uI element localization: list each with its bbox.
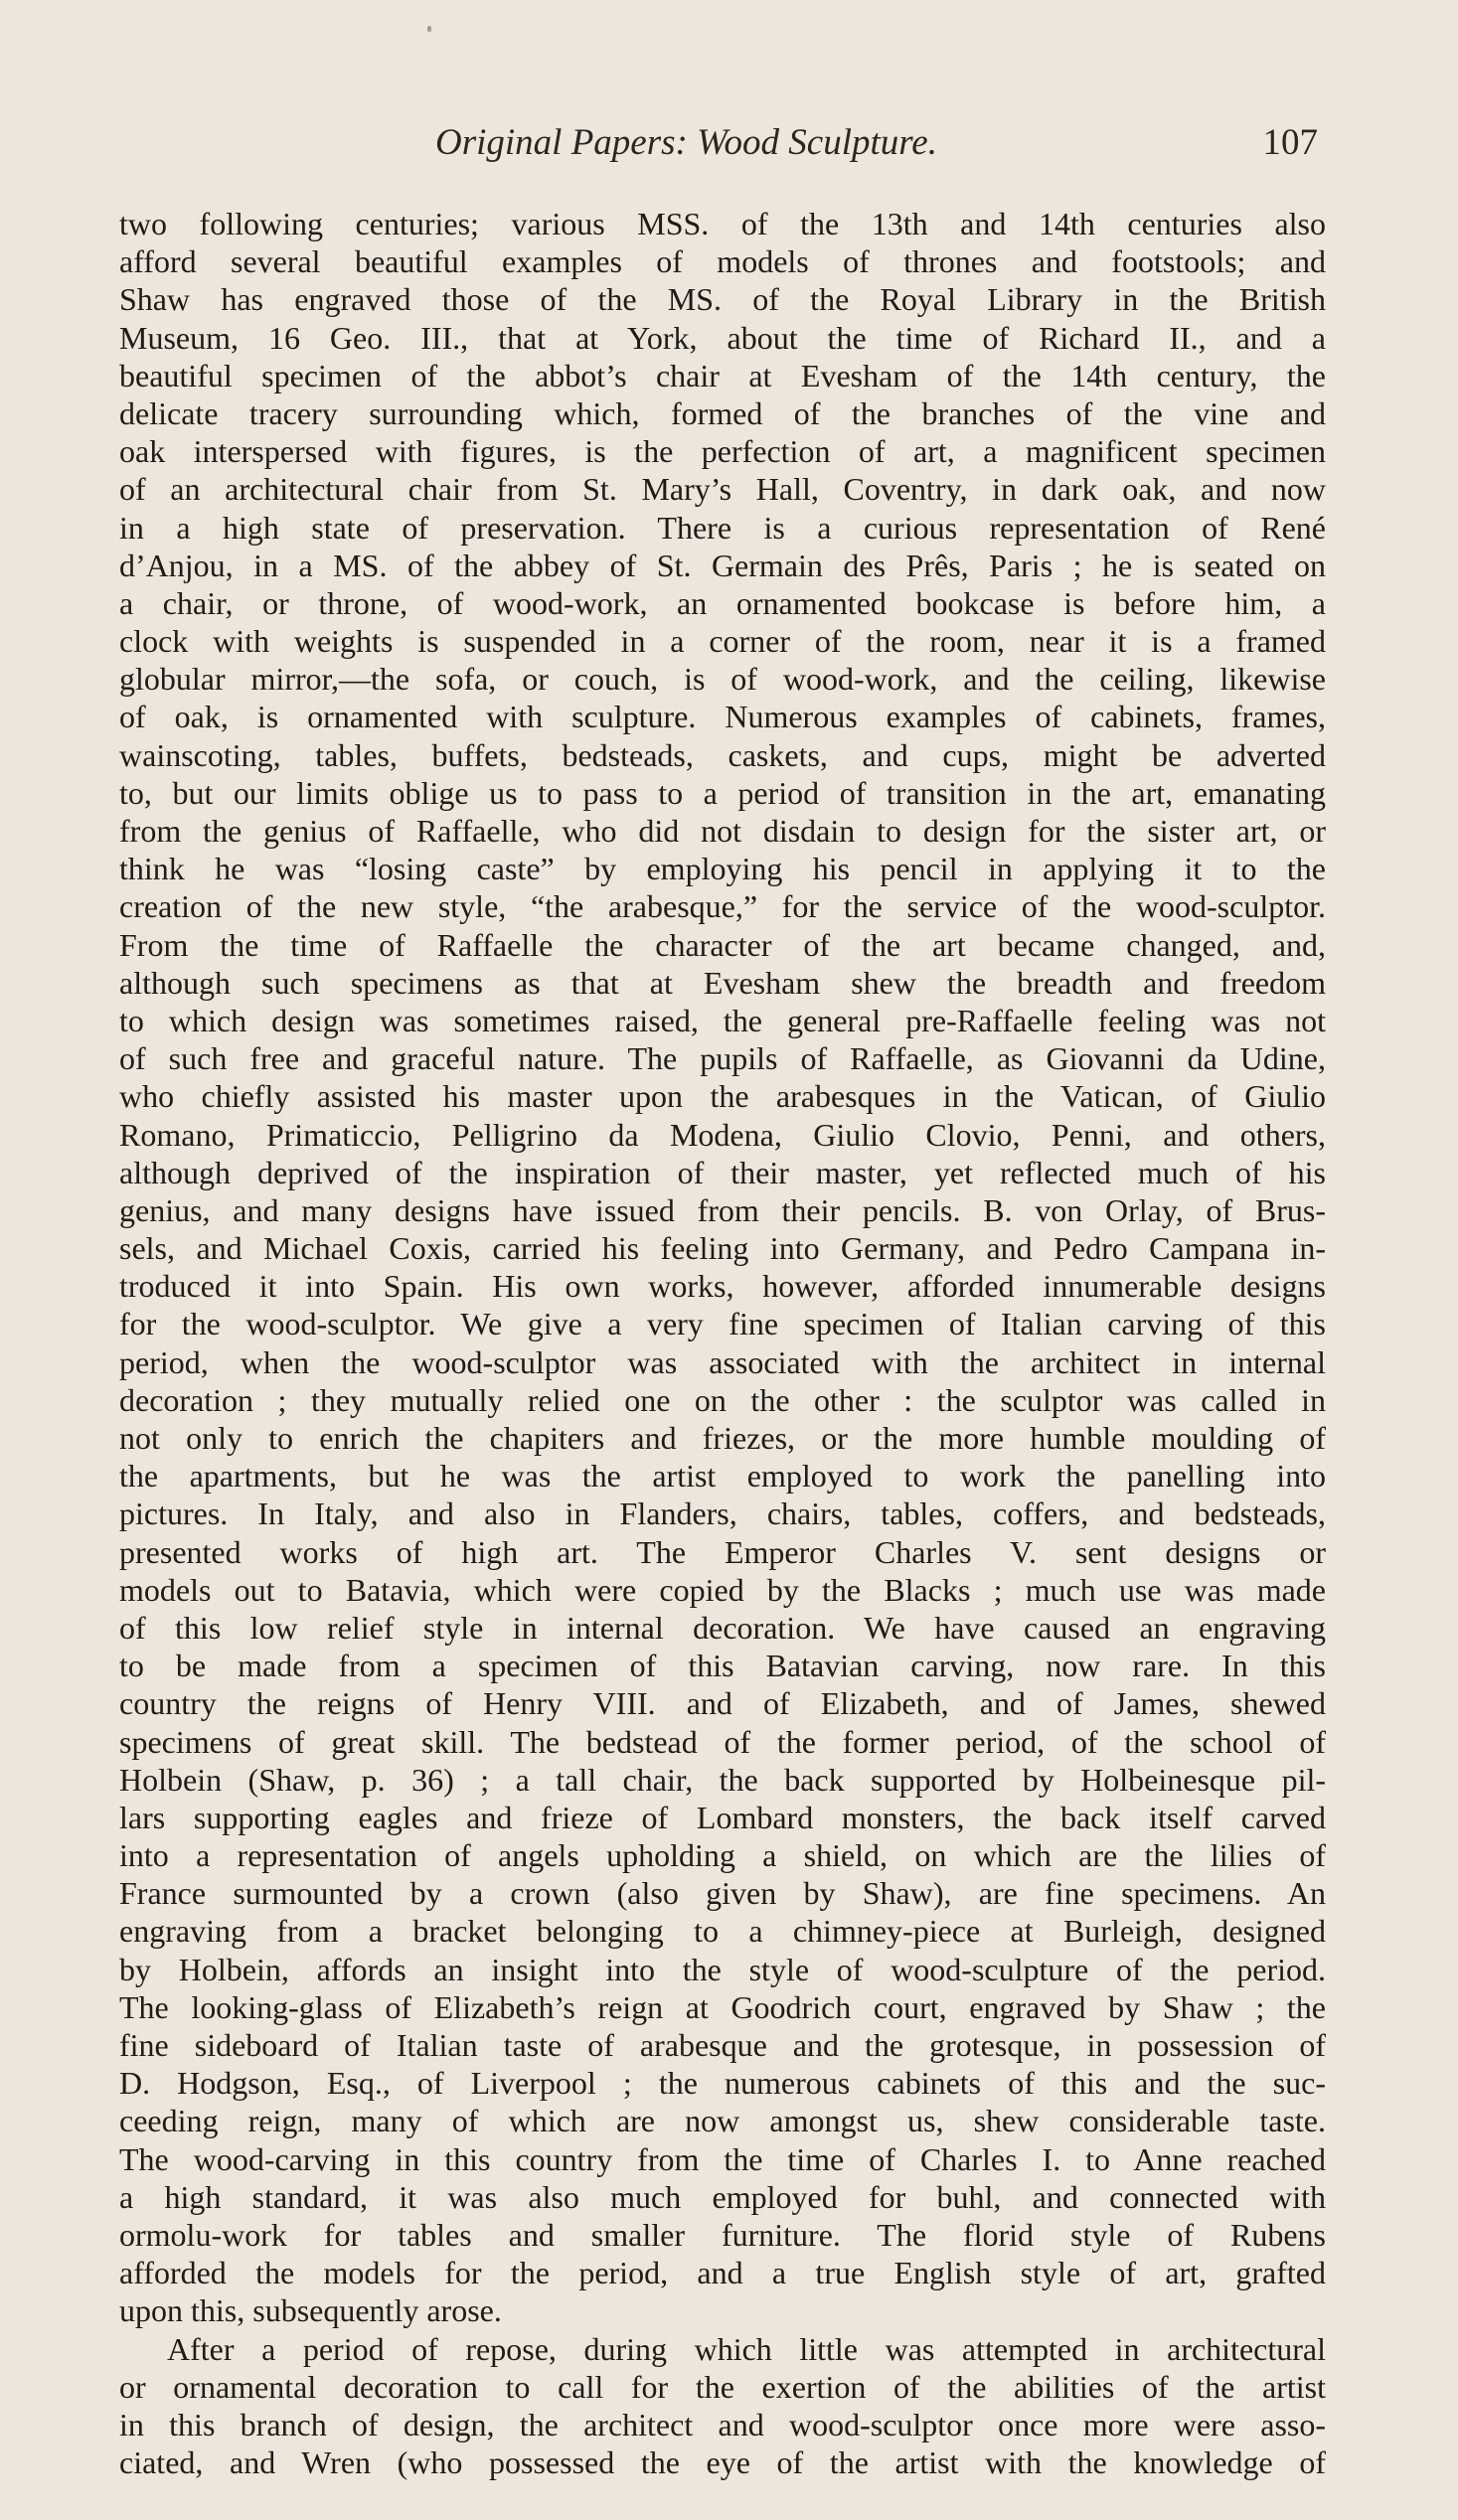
- text-line: into a representation of angels upholding a shield, on which are the lilies of: [119, 1837, 1326, 1874]
- text-line: to which design was sometimes raised, the general pre-Raffaelle feeling was not: [119, 1002, 1326, 1038]
- text-line: of an architectural chair from St. Mary’s Hall, Coventry, in dark oak, and now: [119, 471, 1326, 508]
- text-line: a chair, or throne, of wood-work, an ornamented bookcase is before him, a: [119, 584, 1326, 621]
- text-line: afford several beautiful examples of models of thrones and footstools; and: [119, 243, 1326, 280]
- text-line: oak interspersed with figures, is the perfection of art, a magnificent specimen: [119, 433, 1326, 470]
- text-line: After a period of repose, during which little was attempted in architectural: [167, 2330, 1326, 2367]
- text-line: to be made from a specimen of this Batavian carving, now rare. In this: [119, 1648, 1326, 1684]
- text-line: delicate tracery surrounding which, formed of the branches of the vine and: [119, 394, 1326, 431]
- text-line: lars supporting eagles and frieze of Lombard monsters, the back itself carved: [119, 1799, 1326, 1835]
- running-title: Original Papers: Wood Sculpture.: [435, 122, 937, 163]
- text-line: two following centuries; various MSS. of the 13th and 14th centuries also: [119, 206, 1326, 241]
- text-line: decoration ; they mutually relied one on the other : the sculptor was called in: [119, 1381, 1326, 1418]
- text-line: pictures. In Italy, and also in Flanders, chairs, tables, coffers, and bedsteads,: [119, 1496, 1326, 1532]
- text-line: models out to Batavia, which were copied by the Blacks ; much use was made: [119, 1571, 1326, 1608]
- text-line: think he was “losing caste” by employing his pencil in applying it to the: [119, 851, 1326, 887]
- text-line: period, when the wood-sculptor was associated with the architect in internal: [119, 1343, 1326, 1380]
- text-line: although such specimens as that at Evesham shew the breadth and freedom: [119, 964, 1326, 1001]
- text-line: ciated, and Wren (who possessed the eye of the artist with the knowledge of: [119, 2444, 1326, 2481]
- text-line: for the wood-sculptor. We give a very fine specimen of Italian carving of this: [119, 1306, 1326, 1342]
- text-line: wainscoting, tables, buffets, bedsteads, caskets, and cups, might be adverted: [119, 736, 1326, 773]
- text-line: clock with weights is suspended in a corner of the room, near it is a framed: [119, 623, 1326, 660]
- text-line: globular mirror,—the sofa, or couch, is of wood-work, and the ceiling, likewise: [119, 661, 1326, 698]
- text-line: who chiefly assisted his master upon the arabesques in the Vatican, of Giulio: [119, 1078, 1326, 1115]
- page-number: 107: [1262, 122, 1318, 163]
- text-line: France surmounted by a crown (also given by Shaw), are fine specimens. An: [119, 1875, 1326, 1912]
- text-line: ormolu-work for tables and smaller furniture. The florid style of Rubens: [119, 2216, 1326, 2253]
- text-line: afforded the models for the period, and a true English style of art, grafted: [119, 2255, 1326, 2291]
- text-line: Shaw has engraved those of the MS. of the Royal Library in the British: [119, 281, 1326, 318]
- text-line: Romano, Primaticcio, Pelligrino da Modena, Giulio Clovio, Penni, and others,: [119, 1116, 1326, 1153]
- text-line: specimens of great skill. The bedstead of the former period, of the school of: [119, 1723, 1326, 1760]
- text-line: although deprived of the inspiration of their master, yet reflected much of his: [119, 1154, 1326, 1190]
- text-line: of oak, is ornamented with sculpture. Numerous examples of cabinets, frames,: [119, 699, 1326, 735]
- text-line: Museum, 16 Geo. III., that at York, about the time of Richard II., and a: [119, 319, 1326, 356]
- text-line: presented works of high art. The Emperor Charles V. sent designs or: [119, 1533, 1326, 1570]
- text-line: sels, and Michael Coxis, carried his feeling into Germany, and Pedro Campana in-: [119, 1230, 1326, 1267]
- text-line: of such free and graceful nature. The pupils of Raffaelle, as Giovanni da Udine,: [119, 1040, 1326, 1077]
- text-line: fine sideboard of Italian taste of arabesque and the grotesque, in possession of: [119, 2027, 1326, 2063]
- paper-speck: [427, 26, 431, 32]
- text-line: in this branch of design, the architect and wood-sculptor once more were asso-: [119, 2406, 1326, 2442]
- body-text: [119, 205, 1326, 2481]
- text-line: genius, and many designs have issued from their pencils. B. von Orlay, of Brus-: [119, 1191, 1326, 1228]
- text-line: beautiful specimen of the abbot’s chair at Evesham of the 14th century, the: [119, 357, 1326, 394]
- text-line: from the genius of Raffaelle, who did not disdain to design for the sister art, or: [119, 813, 1326, 849]
- text-line: the apartments, but he was the artist employed to work the panelling into: [119, 1458, 1326, 1495]
- text-line: ceeding reign, many of which are now amongst us, shew considerable taste.: [119, 2103, 1326, 2139]
- text-line: not only to enrich the chapiters and friezes, or the more humble moulding of: [119, 1420, 1326, 1456]
- text-line: a high standard, it was also much employed for buhl, and connected with: [119, 2178, 1326, 2215]
- text-line: upon this, subsequently arose.: [119, 2292, 502, 2329]
- text-line: From the time of Raffaelle the character of the art became changed, and,: [119, 926, 1326, 963]
- text-line: d’Anjou, in a MS. of the abbey of St. Germain des Prês, Paris ; he is seated on: [119, 547, 1326, 583]
- text-line: D. Hodgson, Esq., of Liverpool ; the numerous cabinets of this and the suc-: [119, 2065, 1326, 2102]
- text-line: troduced it into Spain. His own works, however, afforded innumerable designs: [119, 1268, 1326, 1305]
- text-line: Holbein (Shaw, p. 36) ; a tall chair, the back supported by Holbeinesque pil-: [119, 1761, 1326, 1798]
- text-line: The looking-glass of Elizabeth’s reign at Goodrich court, engraved by Shaw ; the: [119, 1988, 1326, 2025]
- text-line: to, but our limits oblige us to pass to a period of transition in the art, emanating: [119, 774, 1326, 811]
- text-line: of this low relief style in internal decoration. We have caused an engraving: [119, 1609, 1326, 1646]
- text-line: engraving from a bracket belonging to a chimney-piece at Burleigh, designed: [119, 1913, 1326, 1950]
- text-line: The wood-carving in this country from the time of Charles I. to Anne reached: [119, 2140, 1326, 2177]
- text-line: creation of the new style, “the arabesque,” for the service of the wood-sculptor.: [119, 888, 1326, 925]
- text-line: country the reigns of Henry VIII. and of Elizabeth, and of James, shewed: [119, 1685, 1326, 1722]
- text-line: or ornamental decoration to call for the exertion of the abilities of the artist: [119, 2368, 1326, 2405]
- running-head: [119, 121, 1322, 171]
- text-line: in a high state of preservation. There is a curious representation of René: [119, 509, 1326, 546]
- text-line: by Holbein, affords an insight into the style of wood-sculpture of the period.: [119, 1951, 1326, 1987]
